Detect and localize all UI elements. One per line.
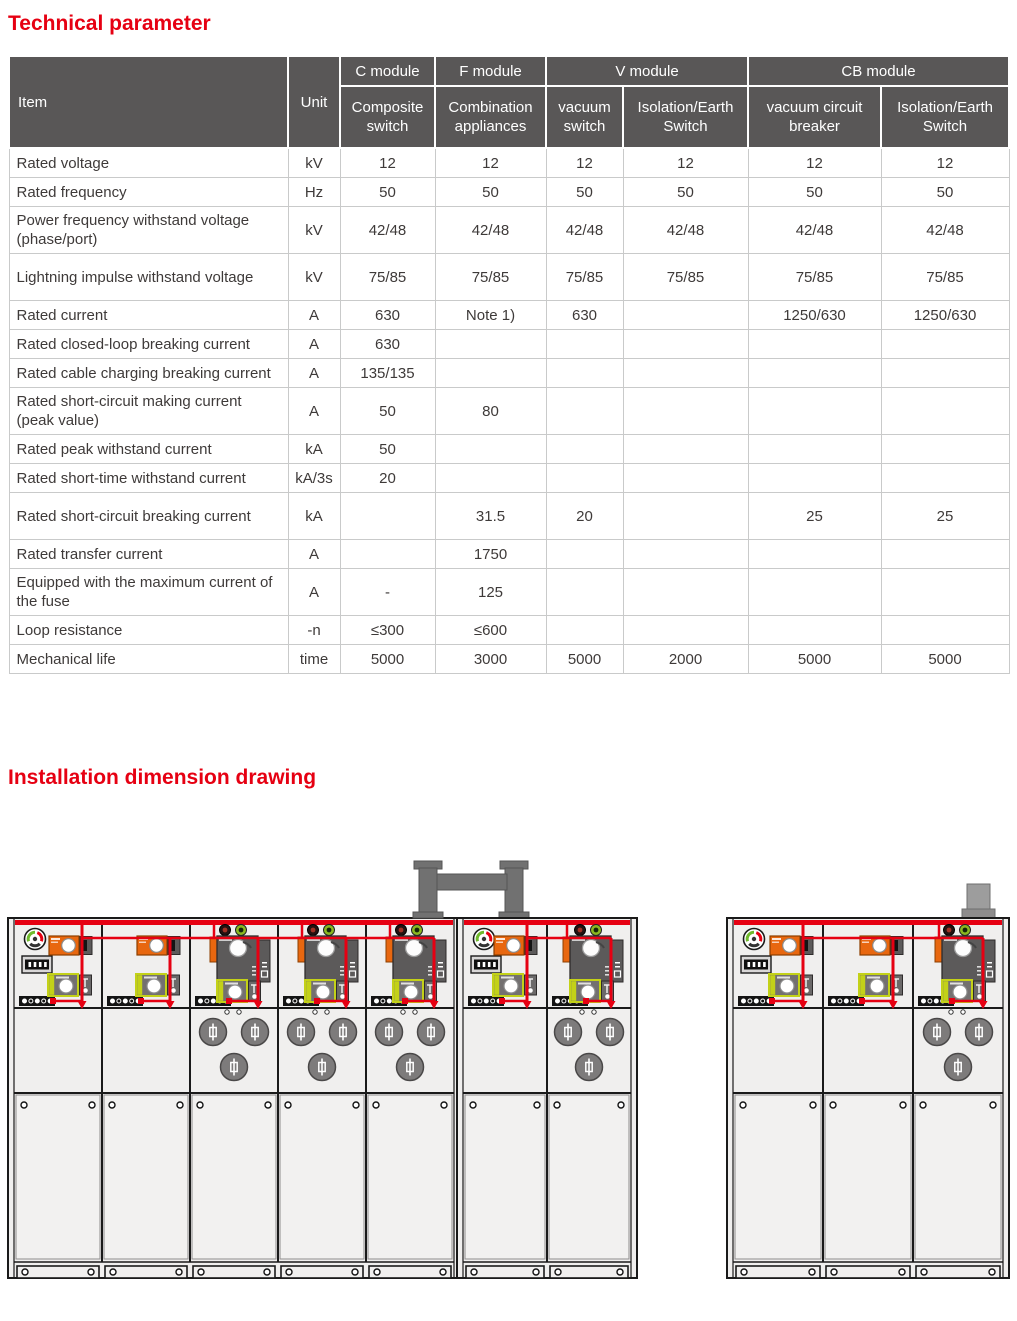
plinth-panel (916, 1266, 1000, 1278)
value-cell: 31.5 (435, 493, 546, 540)
value-cell: 1250/630 (748, 301, 881, 330)
module-column-header: vacuum circuit breaker (748, 86, 881, 148)
pressure-gauge-icon (474, 929, 495, 950)
door-panel (465, 1095, 545, 1259)
value-cell (748, 464, 881, 493)
table-row (9, 207, 1009, 254)
screw-icon (88, 1269, 94, 1275)
earth-switch-icon (217, 980, 261, 1002)
screw-icon (353, 1102, 359, 1108)
value-cell (623, 493, 748, 540)
value-cell (546, 464, 623, 493)
row-unit: kA/3s (288, 464, 340, 493)
value-cell (881, 540, 1009, 569)
module-group-header: F module (435, 56, 546, 86)
value-cell: 42/48 (881, 207, 1009, 254)
earth-switch-icon (570, 980, 614, 1002)
row-item-label: Rated peak withstand current (9, 435, 288, 464)
table-row (9, 178, 1009, 207)
value-cell: 50 (340, 178, 435, 207)
value-cell (623, 540, 748, 569)
row-item-label: Rated voltage (9, 148, 288, 178)
table-row (9, 254, 1009, 301)
cabinet-three-panel (727, 918, 1009, 1278)
module-column-header: Isolation/Earth Switch (881, 86, 1009, 148)
row-item-label: Equipped with the maximum current of the fuse (9, 569, 288, 616)
value-cell: 2000 (623, 645, 748, 674)
value-cell (881, 616, 1009, 645)
screw-icon (265, 1102, 271, 1108)
switchgear-dimension-figure (0, 860, 1017, 1300)
plinth-panel (17, 1266, 99, 1278)
value-cell (623, 388, 748, 435)
value-cell: 25 (881, 493, 1009, 540)
value-cell (623, 330, 748, 359)
row-unit: A (288, 569, 340, 616)
value-cell: 1750 (435, 540, 546, 569)
row-unit: Hz (288, 178, 340, 207)
pressure-gauge-icon (744, 929, 765, 950)
screw-icon (533, 1269, 539, 1275)
value-cell (546, 540, 623, 569)
table-row (9, 616, 1009, 645)
value-cell: 42/48 (623, 207, 748, 254)
screw-icon (21, 1102, 27, 1108)
value-cell (881, 464, 1009, 493)
value-cell (623, 464, 748, 493)
value-cell (881, 569, 1009, 616)
fuse-cover-icon (288, 1019, 315, 1046)
earth-switch-icon (136, 974, 180, 996)
value-cell: 630 (340, 330, 435, 359)
section-title-installation-drawing: Installation dimension drawing (8, 766, 317, 789)
door-panel (104, 1095, 188, 1259)
module-group-header: V module (546, 56, 748, 86)
plinth-panel (369, 1266, 451, 1278)
value-cell (748, 616, 881, 645)
value-cell: 5000 (340, 645, 435, 674)
module-column-header: vacuum switch (546, 86, 623, 148)
door-panel (735, 1095, 821, 1259)
row-item-label: Rated short-time withstand current (9, 464, 288, 493)
screw-icon (899, 1269, 905, 1275)
row-item-label: Rated closed-loop breaking current (9, 330, 288, 359)
screw-icon (990, 1102, 996, 1108)
module-column-header: Isolation/Earth Switch (623, 86, 748, 148)
value-cell (340, 493, 435, 540)
earth-switch-icon (859, 974, 903, 996)
value-cell (546, 359, 623, 388)
value-cell (546, 388, 623, 435)
value-cell: 5000 (546, 645, 623, 674)
screw-icon (989, 1269, 995, 1275)
screw-icon (286, 1269, 292, 1275)
row-item-label: Mechanical life (9, 645, 288, 674)
value-cell (623, 569, 748, 616)
row-unit: A (288, 301, 340, 330)
screw-icon (352, 1269, 358, 1275)
fuse-cover-icon (330, 1019, 357, 1046)
terminal-strip (468, 996, 504, 1006)
screw-icon (198, 1269, 204, 1275)
screw-icon (617, 1269, 623, 1275)
technical-parameter-table (8, 55, 1010, 674)
terminal-strip (107, 996, 143, 1006)
table-row (9, 540, 1009, 569)
row-item-label: Power frequency withstand voltage (phase/port) (9, 207, 288, 254)
screw-icon (741, 1269, 747, 1275)
value-cell: ≤600 (435, 616, 546, 645)
value-cell: 12 (881, 148, 1009, 178)
screw-icon (555, 1269, 561, 1275)
value-cell (623, 435, 748, 464)
terminal-strip (19, 996, 55, 1006)
screw-icon (177, 1102, 183, 1108)
value-cell: 75/85 (623, 254, 748, 301)
screw-icon (440, 1269, 446, 1275)
table-row (9, 388, 1009, 435)
row-unit: A (288, 330, 340, 359)
unit-column-header: Unit (288, 56, 340, 148)
value-cell (435, 464, 546, 493)
value-cell (340, 540, 435, 569)
value-cell: 630 (340, 301, 435, 330)
row-unit: -n (288, 616, 340, 645)
value-cell: 1250/630 (881, 301, 1009, 330)
screw-icon (373, 1102, 379, 1108)
value-cell: 135/135 (340, 359, 435, 388)
value-cell: 50 (435, 178, 546, 207)
table-row (9, 330, 1009, 359)
screw-icon (534, 1102, 540, 1108)
value-cell: 12 (435, 148, 546, 178)
door-panel (16, 1095, 100, 1259)
value-cell: 75/85 (435, 254, 546, 301)
value-cell (435, 435, 546, 464)
fuse-cover-icon (221, 1054, 248, 1081)
value-cell (546, 569, 623, 616)
row-item-label: Loop resistance (9, 616, 288, 645)
value-cell: 12 (748, 148, 881, 178)
value-cell (881, 388, 1009, 435)
item-column-header: Item (9, 56, 288, 148)
value-cell: ≤300 (340, 616, 435, 645)
plinth-panel (736, 1266, 820, 1278)
installation-drawing (0, 860, 1017, 1300)
value-cell: 80 (435, 388, 546, 435)
value-cell: 12 (340, 148, 435, 178)
row-item-label: Rated transfer current (9, 540, 288, 569)
value-cell (748, 388, 881, 435)
fuse-cover-icon (966, 1019, 993, 1046)
fuse-cover-icon (397, 1054, 424, 1081)
terminal-strip (738, 996, 774, 1006)
value-cell (881, 359, 1009, 388)
screw-icon (22, 1269, 28, 1275)
screw-icon (920, 1102, 926, 1108)
module-group-header: C module (340, 56, 435, 86)
section-title-technical-parameter: Technical parameter (8, 12, 211, 35)
row-unit: kV (288, 254, 340, 301)
row-item-label: Rated short-circuit making current (peak value) (9, 388, 288, 435)
fuse-cover-icon (576, 1054, 603, 1081)
counter-display-icon (741, 956, 771, 973)
header-row-groups (9, 56, 1009, 86)
door-panel (192, 1095, 276, 1259)
screw-icon (900, 1102, 906, 1108)
table-header (9, 56, 1009, 148)
value-cell: 50 (748, 178, 881, 207)
table-row (9, 301, 1009, 330)
value-cell (435, 359, 546, 388)
row-unit: A (288, 388, 340, 435)
plinth-panel (281, 1266, 363, 1278)
table-row (9, 569, 1009, 616)
value-cell: 12 (623, 148, 748, 178)
value-cell: 42/48 (340, 207, 435, 254)
row-unit: kA (288, 493, 340, 540)
pressure-gauge-icon (25, 929, 46, 950)
screw-icon (831, 1269, 837, 1275)
module-group-header: CB module (748, 56, 1009, 86)
value-cell (546, 330, 623, 359)
plinth-panel (466, 1266, 544, 1278)
screw-icon (374, 1269, 380, 1275)
door-panel (368, 1095, 452, 1259)
value-cell (748, 540, 881, 569)
screw-icon (285, 1102, 291, 1108)
fuse-cover-icon (597, 1019, 624, 1046)
value-cell: 50 (340, 435, 435, 464)
row-unit: kV (288, 207, 340, 254)
door-panel (549, 1095, 629, 1259)
row-unit: A (288, 540, 340, 569)
fuse-cover-icon (242, 1019, 269, 1046)
table-row (9, 493, 1009, 540)
row-item-label: Lightning impulse withstand voltage (9, 254, 288, 301)
screw-icon (109, 1102, 115, 1108)
fuse-cover-icon (555, 1019, 582, 1046)
screw-icon (264, 1269, 270, 1275)
screw-icon (197, 1102, 203, 1108)
row-unit: kV (288, 148, 340, 178)
terminal-strip (828, 996, 864, 1006)
value-cell (623, 359, 748, 388)
counter-display-icon (22, 956, 52, 973)
value-cell: Note 1) (435, 301, 546, 330)
screw-icon (110, 1269, 116, 1275)
screw-icon (830, 1102, 836, 1108)
fuse-cover-icon (200, 1019, 227, 1046)
fuse-cover-icon (309, 1054, 336, 1081)
value-cell: 42/48 (435, 207, 546, 254)
value-cell (748, 435, 881, 464)
plinth-panel (105, 1266, 187, 1278)
busbar-top (734, 920, 1002, 925)
earth-switch-icon (305, 980, 349, 1002)
value-cell: 50 (546, 178, 623, 207)
cabinet-five-panel (8, 918, 460, 1278)
screw-icon (740, 1102, 746, 1108)
value-cell (748, 569, 881, 616)
table-row (9, 645, 1009, 674)
value-cell (546, 616, 623, 645)
value-cell (435, 330, 546, 359)
cabinet-two-panel (457, 918, 637, 1278)
value-cell: 50 (340, 388, 435, 435)
module-column-header: Composite switch (340, 86, 435, 148)
value-cell: 75/85 (748, 254, 881, 301)
door-panel (280, 1095, 364, 1259)
screw-icon (470, 1102, 476, 1108)
table-row (9, 359, 1009, 388)
plinth-panel (193, 1266, 275, 1278)
screw-icon (809, 1269, 815, 1275)
earth-switch-icon (493, 974, 537, 996)
door-panel (825, 1095, 911, 1259)
value-cell (748, 359, 881, 388)
screw-icon (921, 1269, 927, 1275)
value-cell: 5000 (748, 645, 881, 674)
plinth-panel (826, 1266, 910, 1278)
value-cell: 3000 (435, 645, 546, 674)
fuse-cover-icon (376, 1019, 403, 1046)
fuse-cover-icon (924, 1019, 951, 1046)
busbar-bridge (413, 861, 529, 918)
value-cell: - (340, 569, 435, 616)
value-cell: 75/85 (546, 254, 623, 301)
earth-switch-icon (942, 980, 986, 1002)
value-cell (748, 330, 881, 359)
value-cell: 75/85 (340, 254, 435, 301)
module-column-header: Combination appliances (435, 86, 546, 148)
screw-icon (554, 1102, 560, 1108)
cable-entry-stub (962, 884, 995, 918)
row-item-label: Rated cable charging breaking current (9, 359, 288, 388)
plinth-panel (550, 1266, 628, 1278)
value-cell: 630 (546, 301, 623, 330)
value-cell: 12 (546, 148, 623, 178)
table-row (9, 148, 1009, 178)
table-row (9, 435, 1009, 464)
value-cell (881, 435, 1009, 464)
screw-icon (810, 1102, 816, 1108)
busbar-top (464, 920, 630, 925)
fuse-cover-icon (418, 1019, 445, 1046)
row-item-label: Rated short-circuit breaking current (9, 493, 288, 540)
row-unit: kA (288, 435, 340, 464)
value-cell (546, 435, 623, 464)
fuse-cover-icon (945, 1054, 972, 1081)
row-item-label: Rated current (9, 301, 288, 330)
value-cell (881, 330, 1009, 359)
counter-display-icon (471, 956, 501, 973)
value-cell: 25 (748, 493, 881, 540)
screw-icon (618, 1102, 624, 1108)
value-cell: 20 (546, 493, 623, 540)
screw-icon (176, 1269, 182, 1275)
value-cell: 20 (340, 464, 435, 493)
value-cell (623, 301, 748, 330)
value-cell: 50 (623, 178, 748, 207)
value-cell: 50 (881, 178, 1009, 207)
row-unit: time (288, 645, 340, 674)
screw-icon (471, 1269, 477, 1275)
value-cell: 125 (435, 569, 546, 616)
earth-switch-icon (769, 974, 813, 996)
table-body (9, 148, 1009, 674)
value-cell: 42/48 (748, 207, 881, 254)
value-cell: 5000 (881, 645, 1009, 674)
screw-icon (89, 1102, 95, 1108)
earth-switch-icon (393, 980, 437, 1002)
value-cell: 42/48 (546, 207, 623, 254)
door-panel (915, 1095, 1001, 1259)
screw-icon (441, 1102, 447, 1108)
earth-switch-icon (48, 974, 92, 996)
value-cell: 75/85 (881, 254, 1009, 301)
row-item-label: Rated frequency (9, 178, 288, 207)
table-row (9, 464, 1009, 493)
value-cell (623, 616, 748, 645)
row-unit: A (288, 359, 340, 388)
